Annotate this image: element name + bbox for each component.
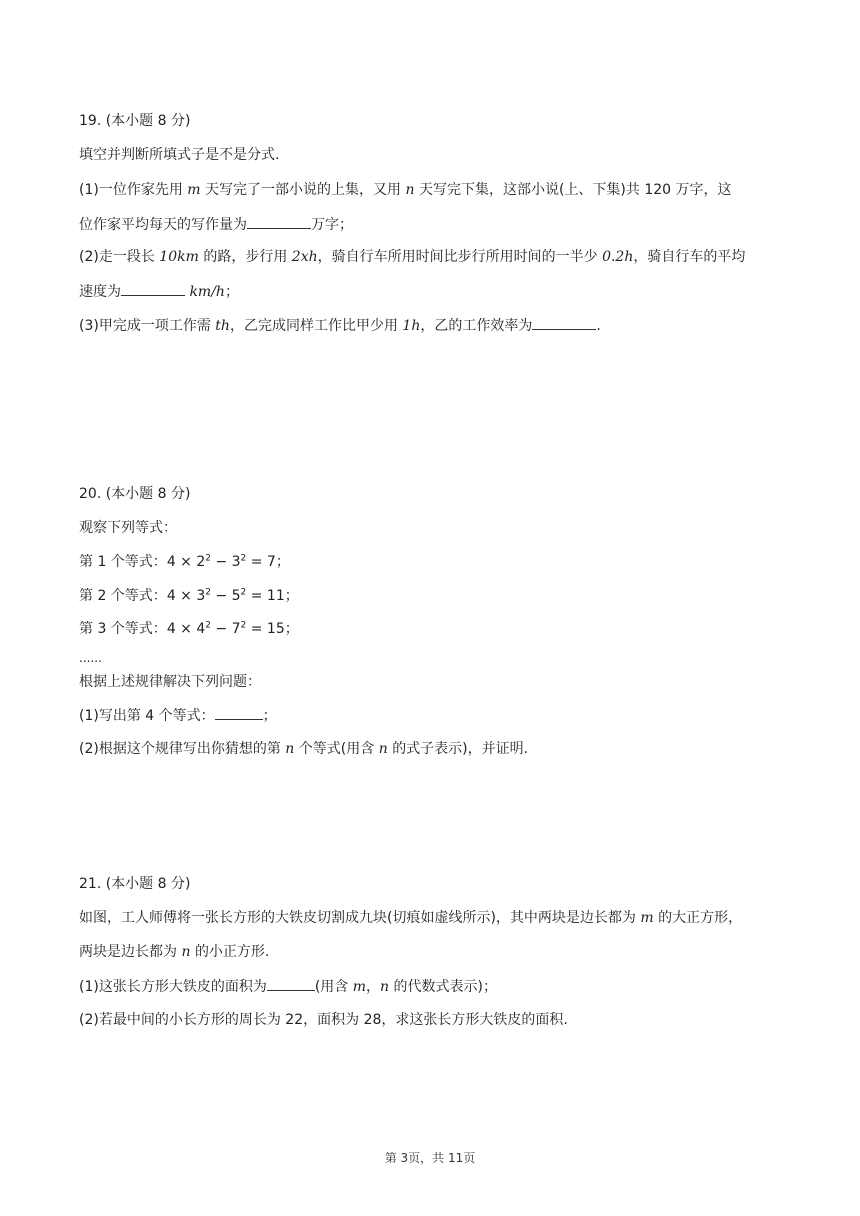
q19-part2-line2 — [79, 281, 239, 302]
text: ； — [262, 708, 277, 724]
text: ，乙的工作效率为 — [420, 318, 533, 334]
text: . — [596, 318, 601, 334]
exponent: 2 — [240, 587, 247, 598]
exponent: 2 — [205, 553, 211, 564]
eq-part: = 11 — [246, 588, 285, 604]
text: (2)根据这个规律写出你猜想的第 — [79, 741, 281, 757]
eq-part: = 15 — [246, 621, 285, 637]
exponent: 2 — [205, 587, 211, 598]
var-m: m — [187, 182, 201, 198]
math-unit: km/h — [189, 284, 225, 300]
answer-blank[interactable] — [247, 214, 311, 229]
var-n: n — [285, 741, 295, 757]
q20-header: 20. (本小题 8 分) — [79, 486, 191, 502]
answer-blank[interactable] — [215, 705, 263, 720]
var-n: n — [378, 741, 388, 757]
math-1h: 1h — [402, 318, 421, 334]
text: ； — [284, 588, 299, 604]
math-distance: 10km — [159, 249, 199, 265]
eq-label: 第 1 个等式： — [79, 554, 167, 570]
number: 120 — [644, 182, 672, 198]
text: ； — [284, 621, 299, 637]
q19-part1-line2 — [79, 214, 353, 235]
text: 天写完下集，这部小说(上、下集)共 — [418, 182, 640, 198]
exponent: 2 — [205, 620, 211, 631]
exponent: 2 — [240, 620, 247, 631]
text: (2)走一段长 — [79, 249, 155, 265]
eq-part: 4 × 4 — [166, 621, 206, 637]
text: (用含 — [314, 979, 349, 995]
text: 的路，步行用 — [203, 249, 288, 265]
number: 28 — [363, 1012, 382, 1028]
math-th: th — [215, 318, 230, 334]
text: (1)这张长方形大铁皮的面积为 — [79, 979, 267, 995]
text: 万字； — [311, 217, 353, 233]
text: ，面积为 — [303, 1012, 360, 1028]
math-time: 2xh — [291, 249, 318, 265]
text: 的式子表示)，并证明. — [392, 741, 529, 757]
answer-blank[interactable] — [532, 315, 596, 330]
answer-blank[interactable] — [121, 281, 185, 296]
equation — [167, 621, 285, 637]
text: (1)一位作家先用 — [79, 182, 183, 198]
q20-ellipsis: ...... — [79, 651, 102, 665]
text: ； — [275, 554, 290, 570]
var-n: n — [181, 944, 191, 960]
q19-part2-line1 — [79, 247, 745, 267]
q19-part3 — [79, 315, 601, 336]
text: ； — [224, 284, 239, 300]
equation — [167, 554, 276, 570]
q20-part1 — [79, 705, 277, 726]
q20-eq3 — [79, 619, 299, 639]
text: 两块是边长都为 — [79, 944, 177, 960]
eq-part: − 5 — [211, 588, 241, 604]
equation — [167, 588, 285, 604]
text: 天写完了一部小说的上集，又用 — [205, 182, 402, 198]
math-diff: 0.2h — [602, 249, 634, 265]
text: ，乙完成同样工作比甲少用 — [229, 318, 398, 334]
q20-eq2 — [79, 586, 299, 606]
text: 如图，工人师傅将一张长方形的大铁皮切割成九块(切痕如虚线所示)，其中两块是边长都为 — [79, 910, 636, 926]
text: 的小正方形. — [194, 944, 270, 960]
q21-part1 — [79, 976, 497, 997]
var-m: m — [640, 910, 654, 926]
eq-part: − 3 — [211, 554, 241, 570]
eq-part: 4 × 3 — [166, 588, 206, 604]
exponent: 2 — [240, 553, 247, 564]
q21-part2 — [79, 1010, 568, 1030]
answer-blank[interactable] — [267, 976, 315, 991]
eq-part: − 7 — [211, 621, 241, 637]
page-footer: 第 3页，共 11页 — [384, 1151, 476, 1165]
q19-intro: 填空并判断所填式子是不是分式. — [79, 147, 280, 163]
var-m: m — [352, 979, 367, 995]
eq-label: 第 3 个等式： — [79, 621, 167, 637]
eq-part: 4 × 2 — [166, 554, 206, 570]
text: ，骑自行车所用时间比步行所用时间的一半少 — [317, 249, 598, 265]
text: 的代数式表示)； — [393, 979, 497, 995]
text: 速度为 — [79, 284, 121, 300]
text: (2)若最中间的小长方形的周长为 — [79, 1012, 281, 1028]
text: 位作家平均每天的写作量为 — [79, 217, 247, 233]
q19-header: 19. (本小题 8 分) — [79, 113, 191, 129]
eq-part: = 7 — [246, 554, 276, 570]
text: 个等式(用含 — [298, 741, 375, 757]
q19-part1-line1 — [79, 180, 732, 200]
q20-rule: 根据上述规律解决下列问题： — [79, 674, 261, 690]
q21-header: 21. (本小题 8 分) — [79, 876, 191, 892]
q21-line1 — [79, 908, 742, 928]
q20-part2 — [79, 739, 528, 759]
text: ， — [366, 979, 381, 995]
var-n: n — [380, 979, 390, 995]
q20-intro: 观察下列等式： — [79, 520, 177, 536]
text: ，求这张长方形大铁皮的面积. — [381, 1012, 568, 1028]
text: ，骑自行车的平均 — [633, 249, 746, 265]
number: 22 — [285, 1012, 304, 1028]
text: (1)写出第 4 个等式： — [79, 708, 215, 724]
var-n: n — [405, 182, 415, 198]
text: 万字，这 — [675, 182, 732, 198]
text: 的大正方形， — [658, 910, 743, 926]
eq-label: 第 2 个等式： — [79, 588, 167, 604]
q21-line2 — [79, 942, 269, 962]
q20-eq1 — [79, 552, 290, 572]
text: (3)甲完成一项工作需 — [79, 318, 211, 334]
